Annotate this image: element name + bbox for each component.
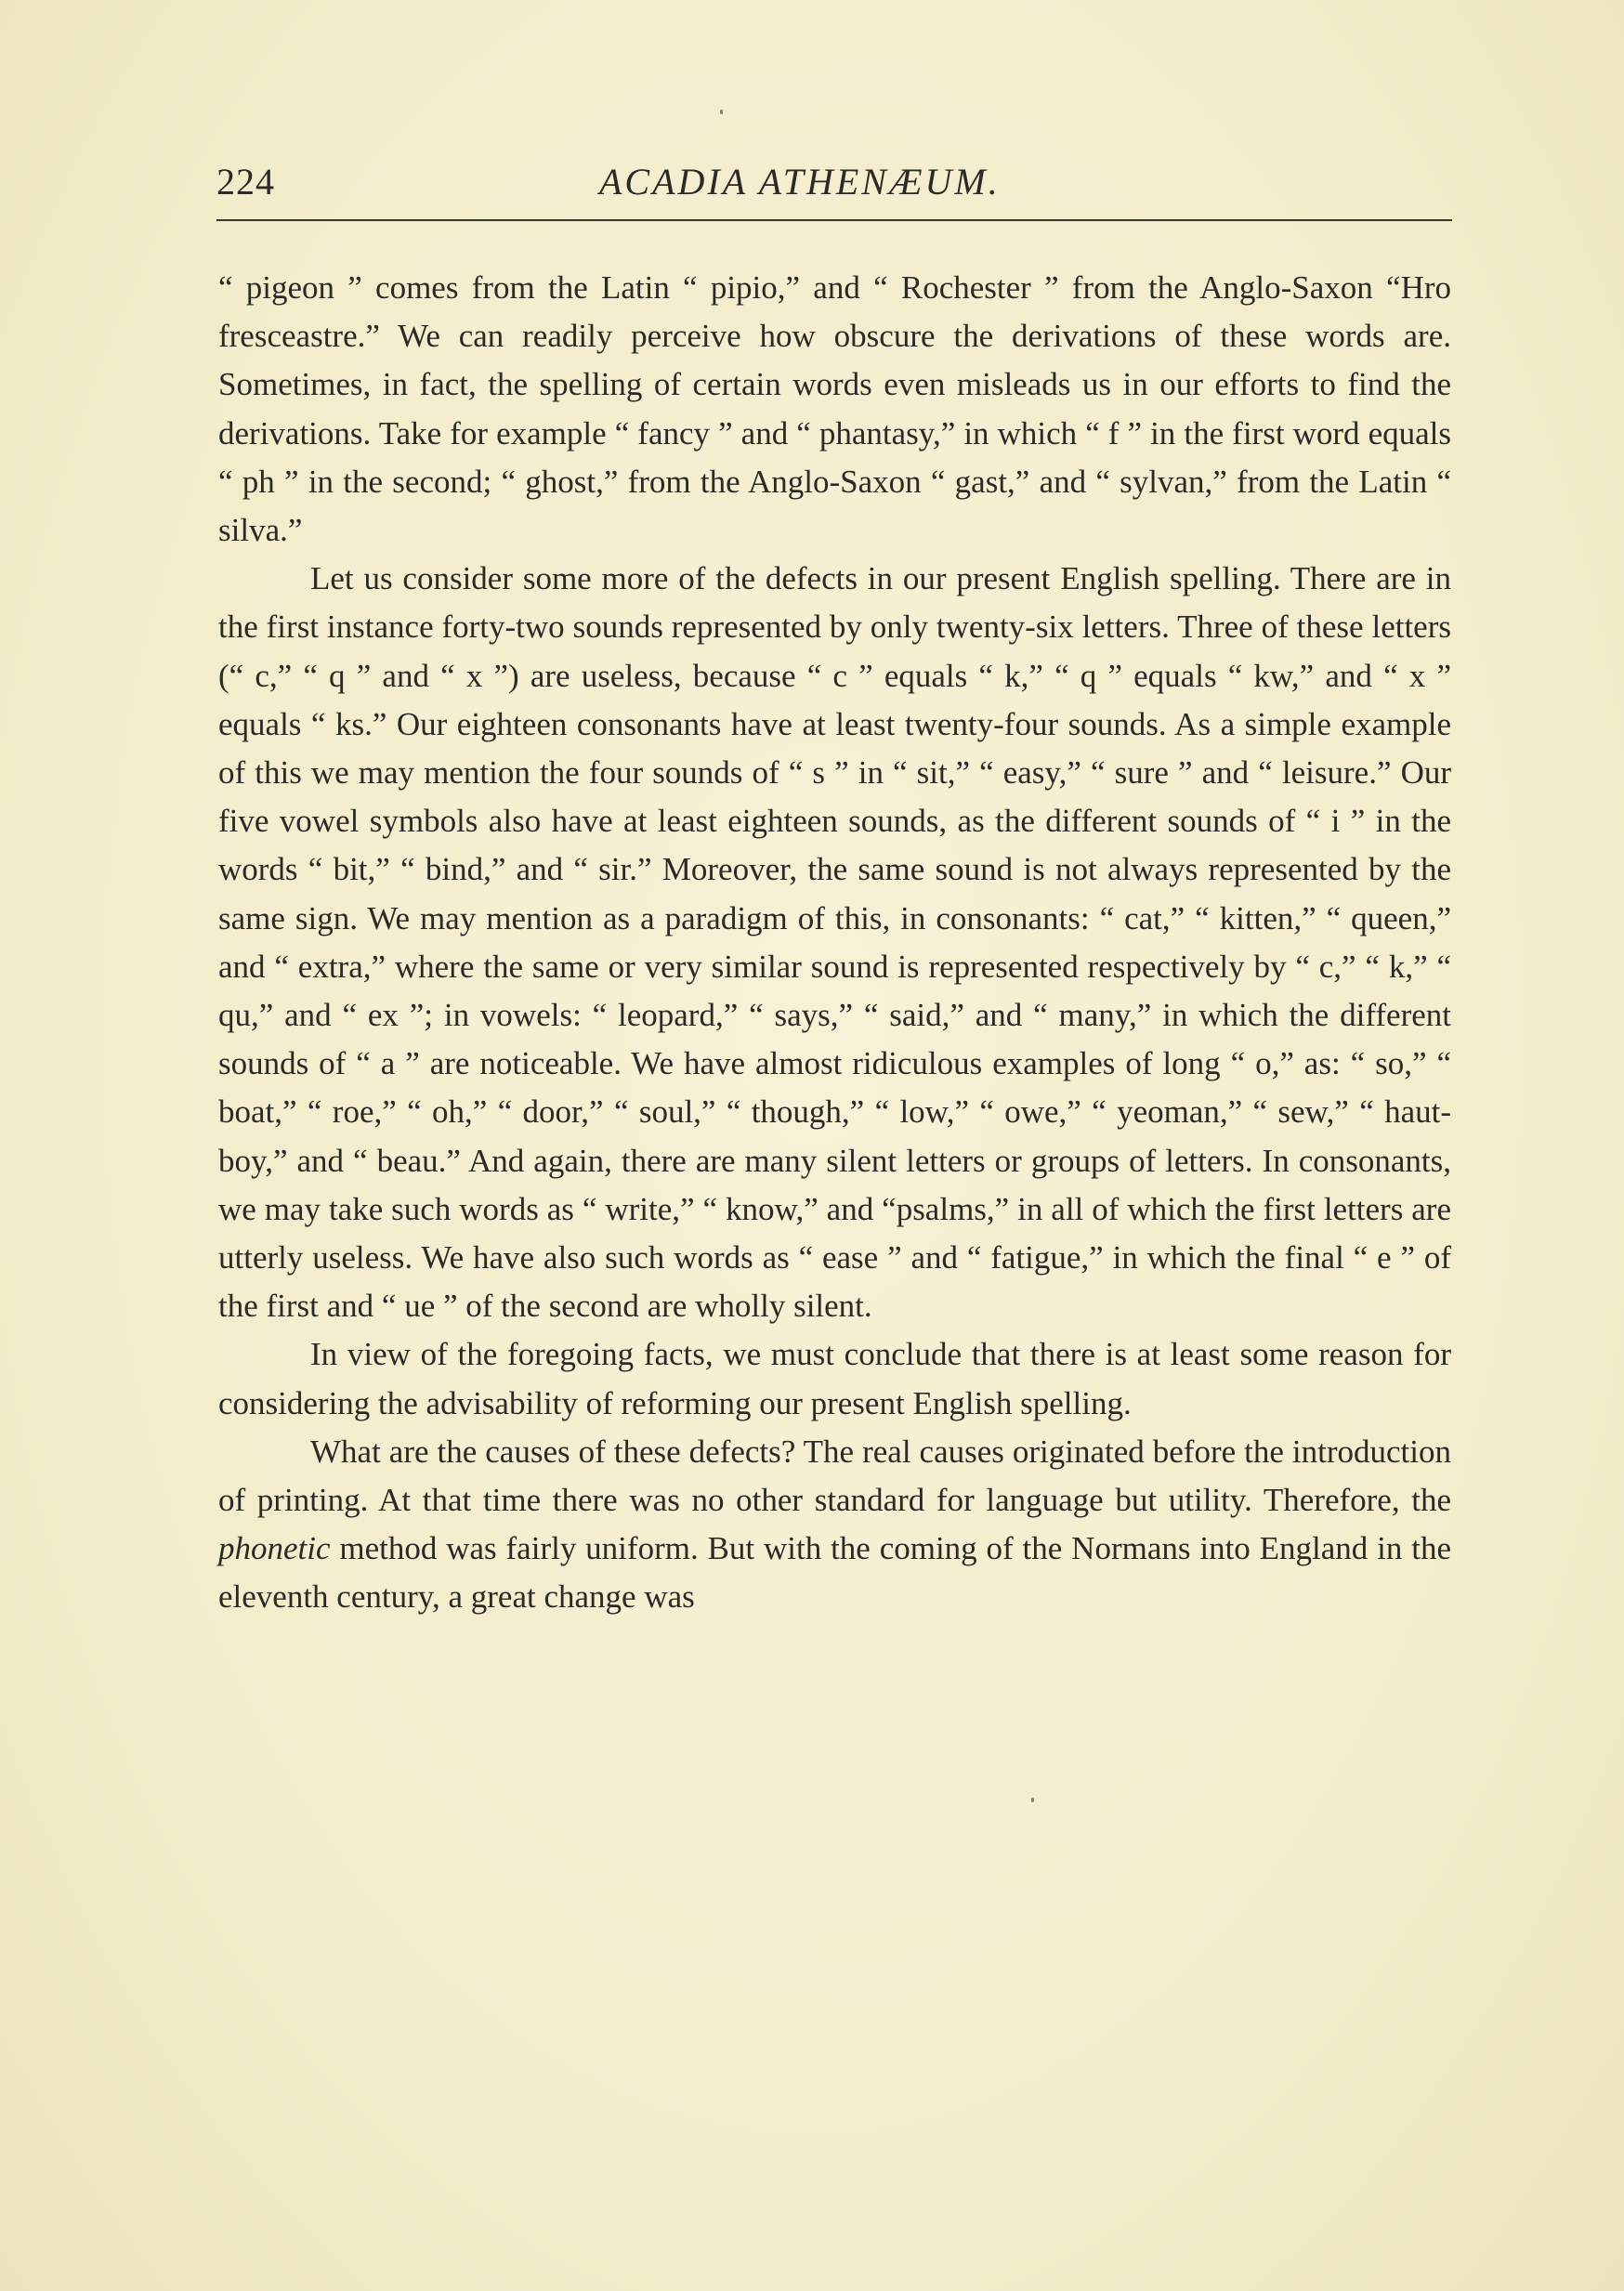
paper-speck [720,110,723,114]
paragraph [218,1428,1451,1622]
header-rule [216,219,1452,221]
running-header [216,156,1452,212]
italic-text: phonetic [218,1530,331,1567]
paragraph-text: “ pigeon ” comes from the Latin “ pipio,” and “ Rochester ” from the Anglo-Saxon “Hro fresceastre.” We can readily perceive how obscure the derivations of these words are. Sometimes, in fact, the spelling of certain words even misleads us in our efforts to find the derivations. Take for example “ fancy ” and “ phantasy,” in which “ f ” in the first word equals “ ph ” in the second; “ ghost,” from the Anglo-Saxon “ gast,” and “ sylvan,” from the Latin “ silva.” [218,269,1451,549]
body-text [218,264,1451,1622]
paragraph [218,264,1451,555]
running-title: ACADIA ATHENÆUM. [599,161,1001,203]
paragraph [218,555,1451,1330]
paper-speck [1031,1798,1034,1802]
paragraph-text: Let us consider some more of the defects in our present English spelling. There are in the first instance forty-two sounds represented by only twenty-six letters. Three of these letters (“ c,” “ q ” and “ x ”) are useless, because “ c ” equals “ k,” “ q ” equals “ kw,” and “ x ” equals “ ks.” Our eighteen consonants have at least twenty-four sounds. As a simple example of this we may mention the four sounds of “ s ” in “ sit,” “ easy,” “ sure ” and “ leisure.” Our five vowel symbols also have at least eighteen sounds, as the different sounds of “ i ” in the words “ bit,” “ bind,” and “ sir.” Moreover, the same sound is not always represented by the same sign. We may mention as a paradigm of this, in consonants: “ cat,” “ kitten,” “ queen,” and “ extra,” where the same or very similar sound is represented respectively by “ c,” “ k,” “ qu,” and “ ex ”; in vowels: “ leopard,” “ says,” “ said,” and “ many,” in which the different sounds of “ a ” are noticeable. We have almost ridiculous examples of long “ o,” as: “ so,” “ boat,” “ roe,” “ oh,” “ door,” “ soul,” “ though,” “ low,” “ owe,” “ yeoman,” “ sew,” “ haut-boy,” and “ beau.” And again, there are many silent letters or groups of letters. In consonants, we may take such words as “ write,” “ know,” and “psalms,” in all of which the first letters are utterly useless. We have also such words as “ ease ” and “ fatigue,” in which the final “ e ” of the first and “ ue ” of the second are wholly silent. [218,560,1451,1325]
paragraph-text: In view of the foregoing facts, we must conclude that there is at least some reason for considering the advisability of reforming our present English spelling. [218,1336,1451,1421]
page-number: 224 [216,161,275,203]
paragraph-text: method was fairly uniform. But with the coming of the Normans into England in the eleventh century, a great change was [218,1530,1451,1616]
paragraph [218,1330,1451,1427]
paragraph-text: What are the causes of these defects? The real causes originated before the introduction of printing. At that time there was no other standard for language but utility. Therefore, the [218,1433,1451,1519]
